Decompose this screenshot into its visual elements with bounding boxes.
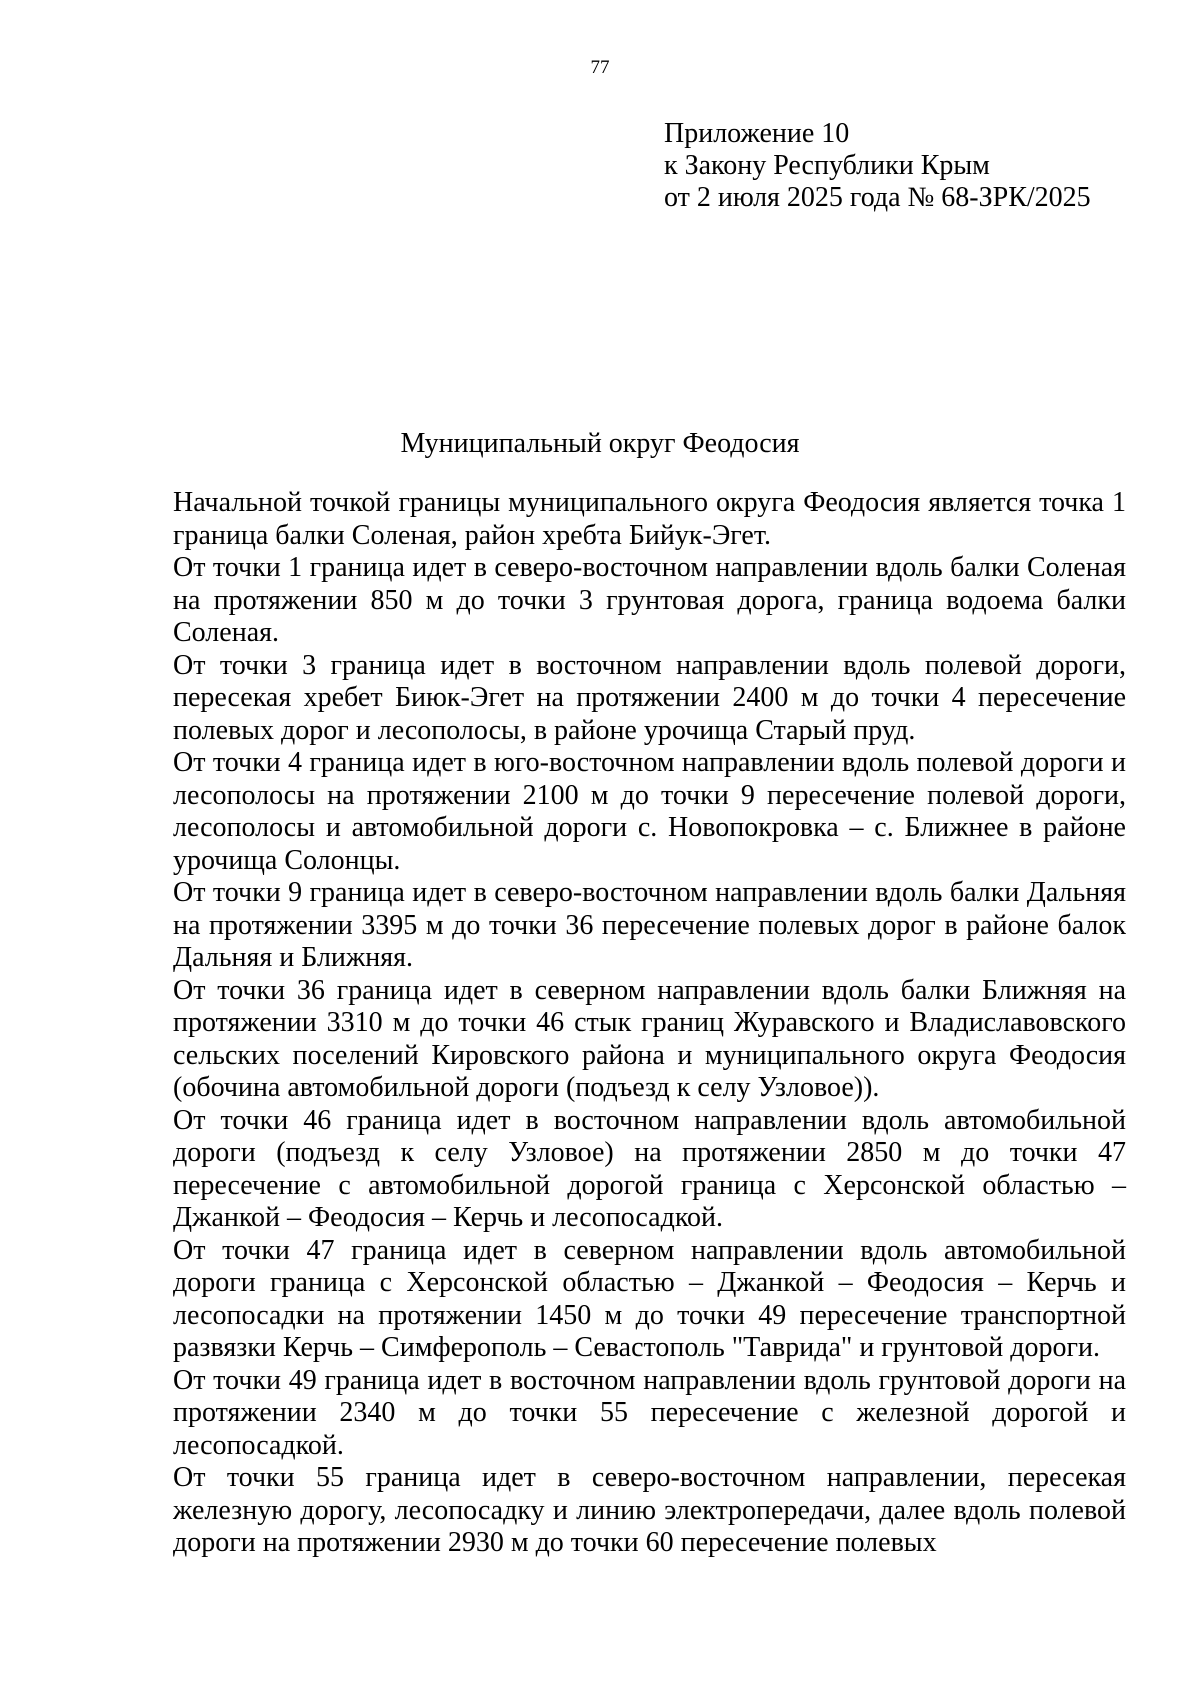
paragraph: От точки 55 граница идет в северо-восточном направлении, пересекая железную дорогу, лесопосадку и линию электропередачи, далее вдоль полевой дороги на протяжении 2930 м до точки 60 пересечение полевых [173, 1462, 1126, 1558]
paragraph: От точки 49 граница идет в восточном направлении вдоль грунтовой дороги на протяжении 2340 м до точки 55 пересечение с железной дорогой и лесопосадкой. [173, 1364, 1126, 1461]
paragraph: От точки 46 граница идет в восточном направлении вдоль автомобильной дороги (подъезд к селу Узловое) на протяжении 2850 м до точки 47 пересечение с автомобильной дорогой граница с Херсонской областью – Джанкой – Феодосия – Керчь и лесопосадкой. [173, 1104, 1126, 1233]
paragraph: От точки 47 граница идет в северном направлении вдоль автомобильной дороги граница с Херсонской областью – Джанкой – Феодосия – Керчь и лесопосадки на протяжении 1450 м до точки 49 пересечение транспортной развязки Керчь – Симферополь – Севастополь "Таврида" и грунтовой дороги. [173, 1234, 1126, 1363]
paragraph: От точки 9 граница идет в северо-восточном направлении вдоль балки Дальняя на протяжении 3395 м до точки 36 пересечение полевых дорог в районе балок Дальняя и Ближняя. [173, 877, 1126, 973]
appendix-header [664, 118, 1164, 214]
paragraph: От точки 4 граница идет в юго-восточном направлении вдоль полевой дороги и лесополосы на протяжении 2100 м до точки 9 пересечение полевой дороги, лесополосы и автомобильной дороги с. Новопокровка – с. Ближнее в районе урочища Солонцы. [173, 747, 1126, 876]
paragraph: От точки 36 граница идет в северном направлении вдоль балки Ближняя на протяжении 3310 м до точки 46 стык границ Журавского и Владиславовского сельских поселений Кировского района и муниципального округа Феодосия (обочина автомобильной дороги (подъезд к селу Узловое)). [173, 974, 1126, 1103]
appendix-line-3: от 2 июля 2025 года № 68-ЗРК/2025 [664, 182, 1091, 213]
paragraph: Начальной точкой границы муниципального округа Феодосия является точка 1 граница балки Соленая, район хребта Бийук-Эгет. [173, 487, 1126, 551]
page-number: 77 [590, 57, 610, 78]
paragraph: От точки 1 граница идет в северо-восточном направлении вдоль балки Соленая на протяжении 850 м до точки 3 грунтовая дорога, граница водоема балки Соленая. [173, 552, 1126, 648]
appendix-line-2: к Закону Республики Крым [664, 150, 990, 181]
appendix-line-1: Приложение 10 [664, 118, 850, 149]
document-body [173, 487, 1126, 1560]
document-title: Муниципальный округ Феодосия [400, 428, 800, 459]
paragraph: От точки 3 граница идет в восточном направлении вдоль полевой дороги, пересекая хребет Биюк-Эгет на протяжении 2400 м до точки 4 пересечение полевых дорог и лесополосы, в районе урочища Старый пруд. [173, 649, 1126, 746]
